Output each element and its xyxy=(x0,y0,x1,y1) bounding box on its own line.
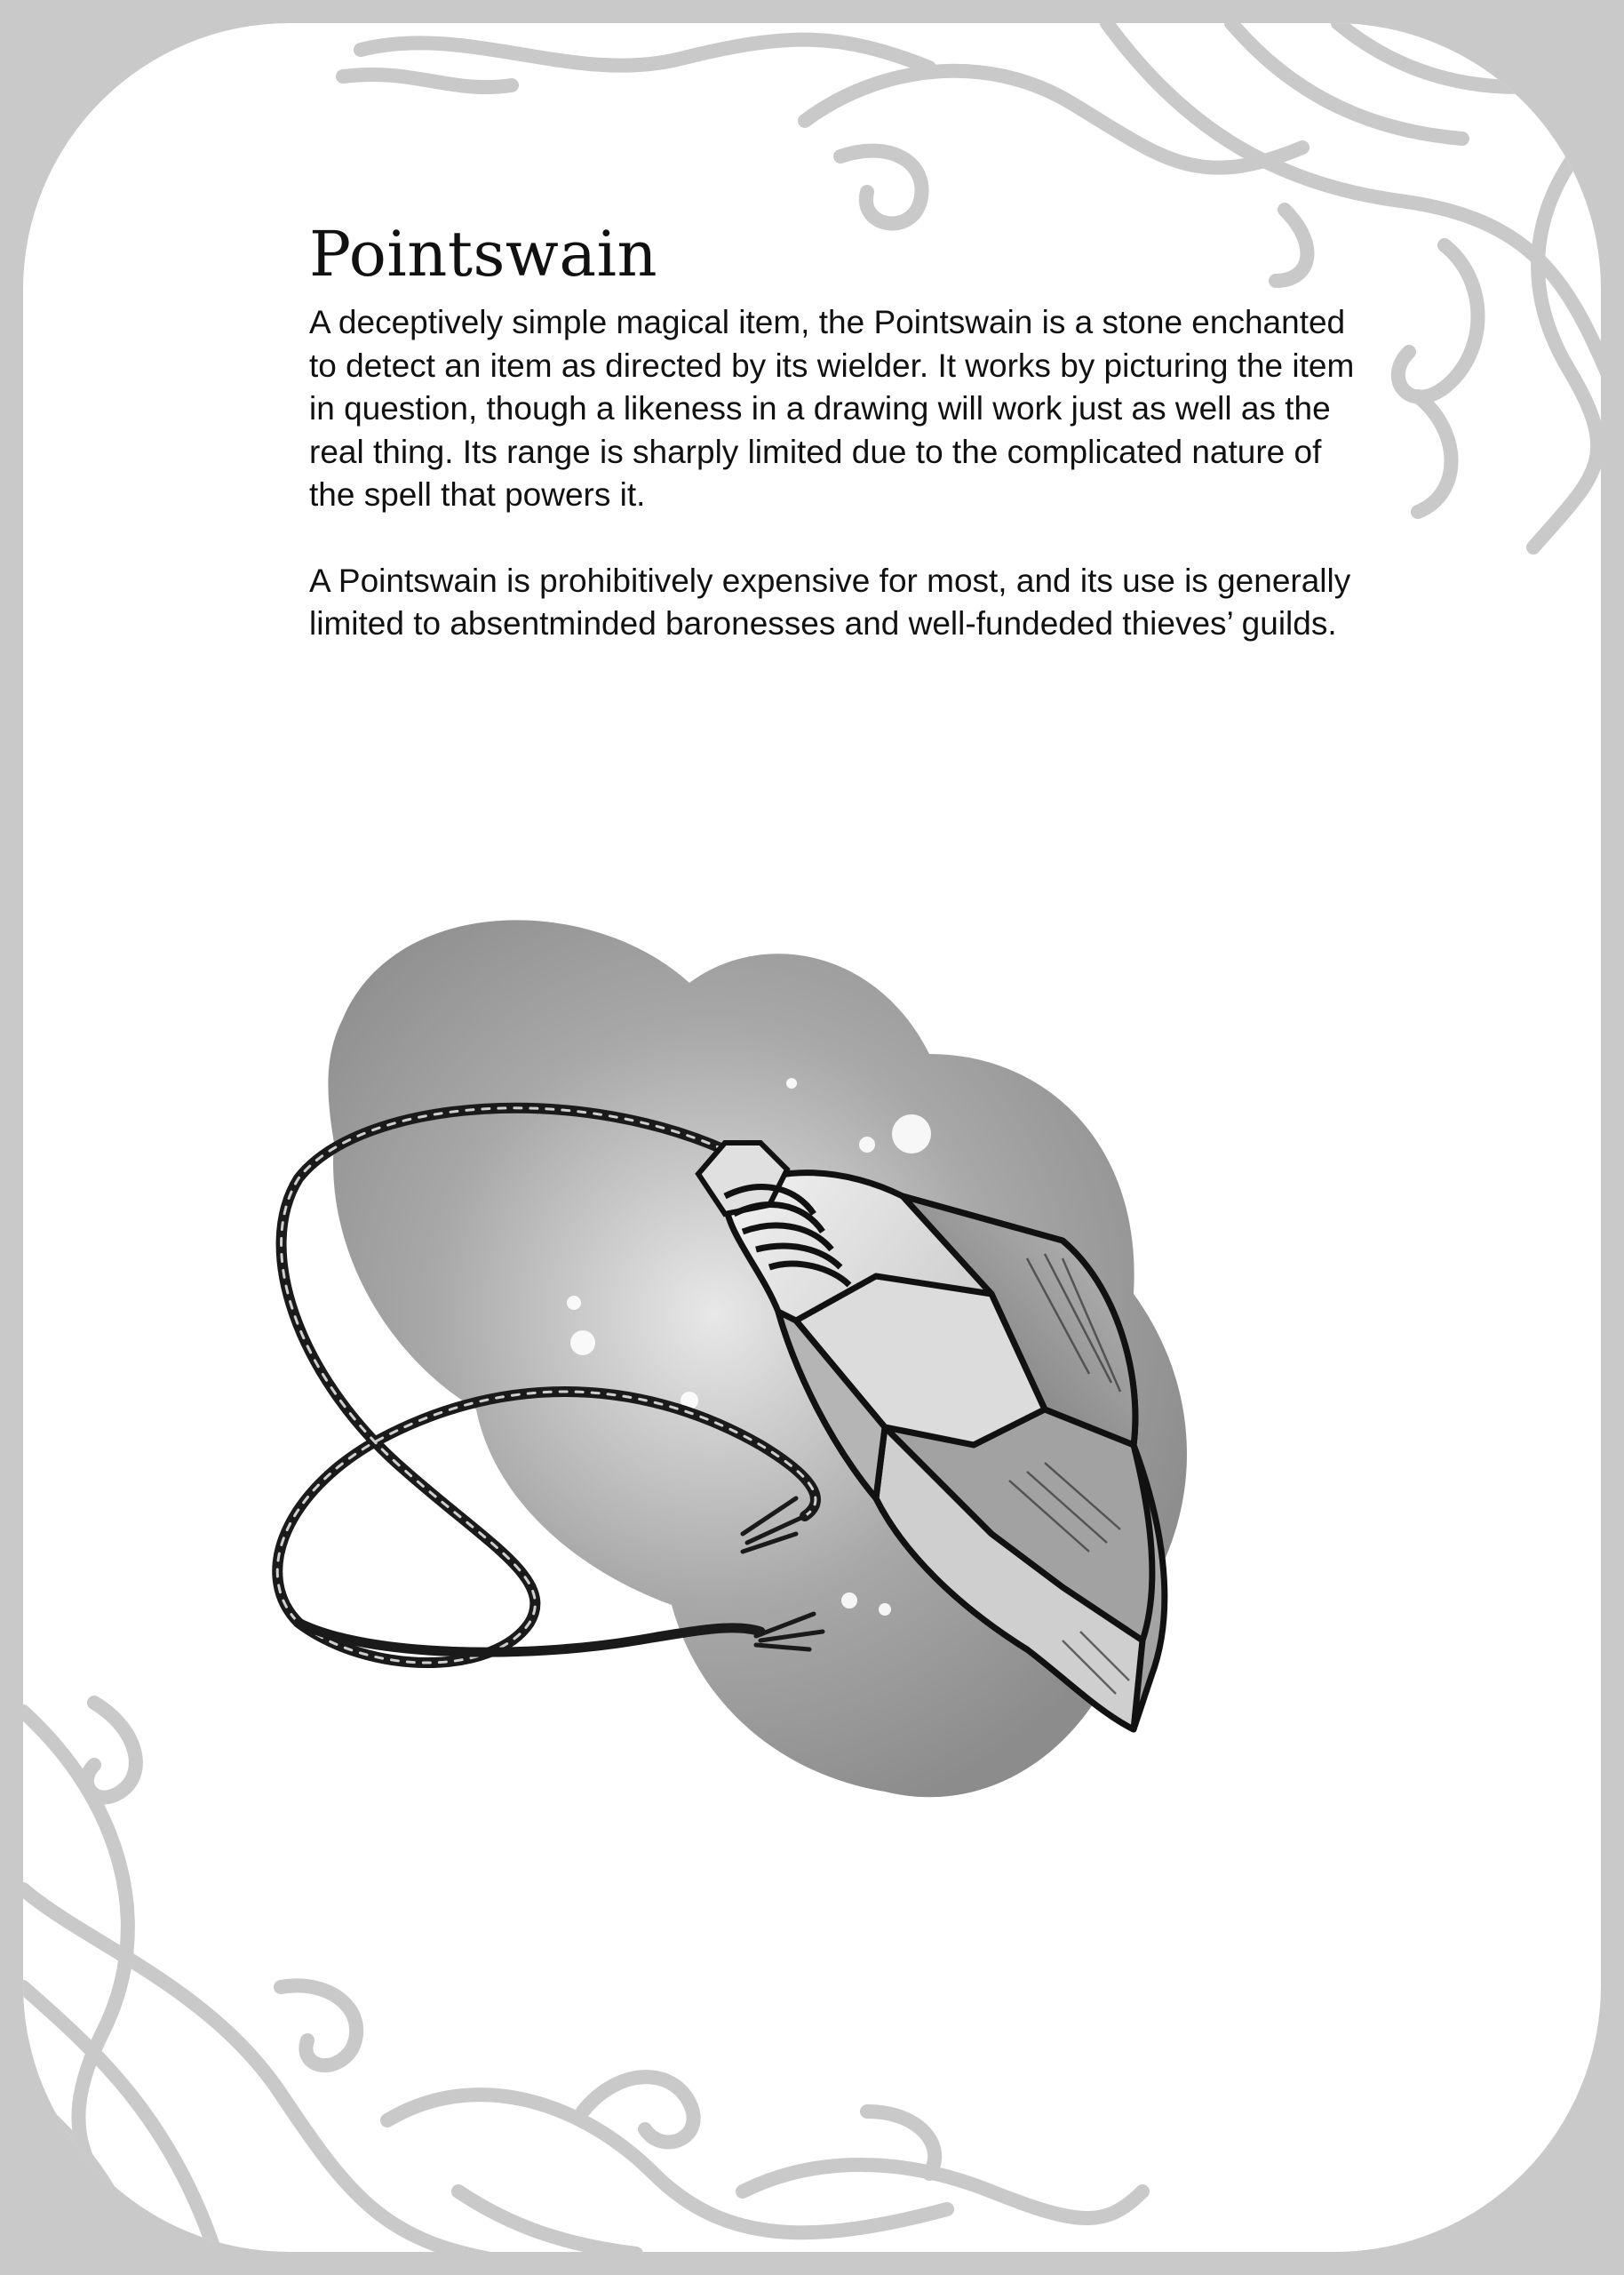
page xyxy=(23,23,1601,2252)
page-title: Pointswain xyxy=(309,218,658,291)
item-description xyxy=(309,220,1375,689)
description-paragraph: A Pointswain is prohibitively expensive for most, and its use is generally limited to absentminded baronesses and well-fundeded thieves’ guilds. xyxy=(309,562,1351,642)
description-paragraph: A deceptively simple magical item, the Pointswain is a stone enchanted to detect an item as directed by its wielder. It works by picturing the item in question, though a likeness in a drawing will work just as well as the real thing. Its range is sharply limited due to the complicated nature of the spell that powers it. xyxy=(309,304,1355,513)
crystal-pendant-icon xyxy=(263,876,1418,1898)
